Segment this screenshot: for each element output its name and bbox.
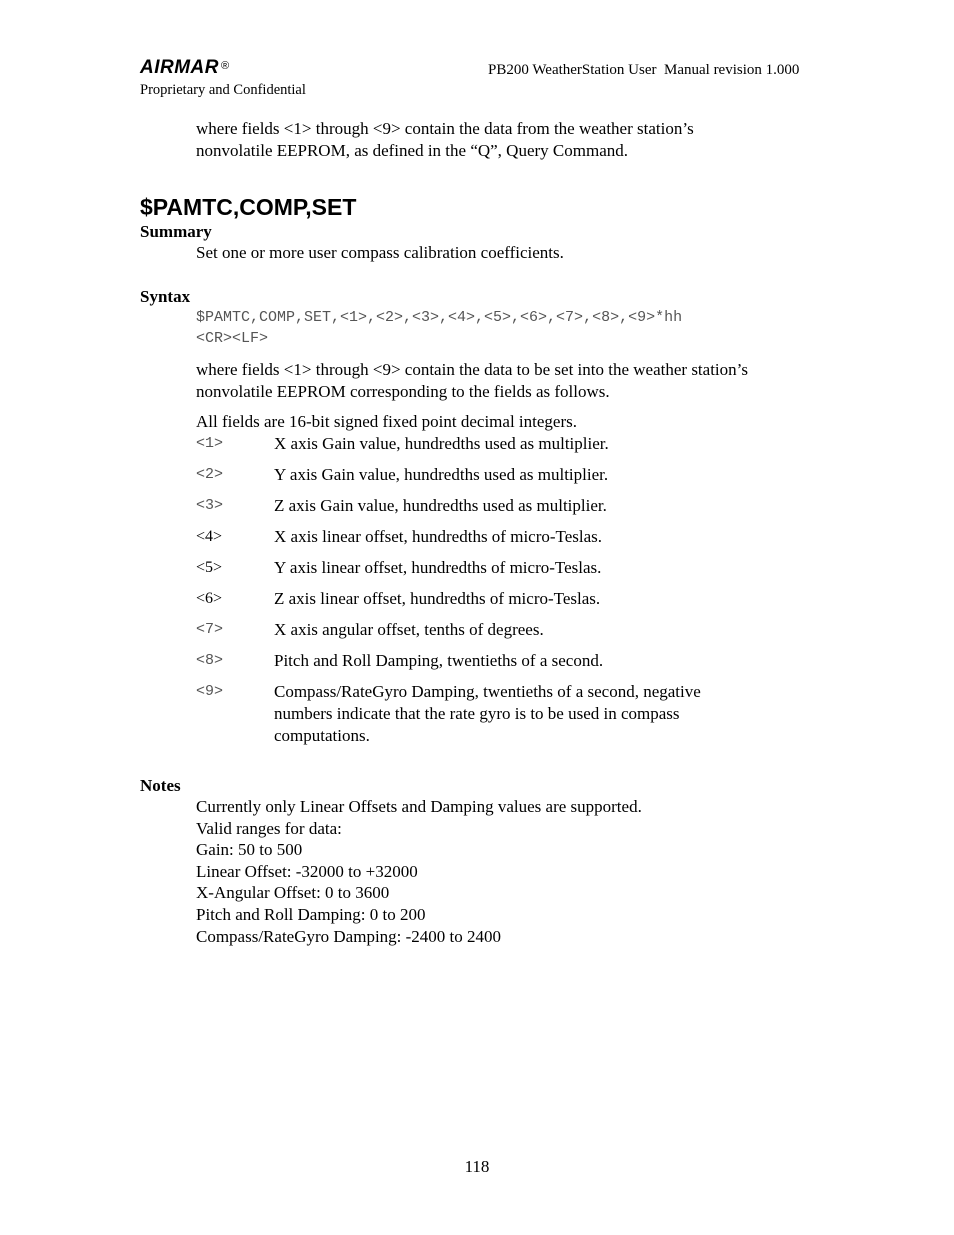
intro-line-1: where fields <1> through <9> contain the data from the weather station’s xyxy=(196,119,694,138)
field-key: <7> xyxy=(196,621,224,638)
page-number: 118 xyxy=(464,1157,490,1176)
notes-line: X-Angular Offset: 0 to 3600 xyxy=(196,883,390,903)
field-row xyxy=(196,650,816,672)
intro-paragraph xyxy=(196,118,694,162)
syntax-heading: Syntax xyxy=(140,287,191,306)
syntax-line-2: <CR><LF> xyxy=(196,330,269,347)
notes-line: Linear Offset: -32000 to +32000 xyxy=(196,861,418,881)
notes-line: Valid ranges for data: xyxy=(196,818,342,838)
all-fields-text: All fields are 16-bit signed fixed point decimal integers. xyxy=(196,412,577,431)
manual-title: PB200 WeatherStation User Manual revision 1.000 xyxy=(488,62,800,78)
section-title: $PAMTC,COMP,SET xyxy=(140,194,357,220)
field-key: <6> xyxy=(196,590,223,607)
field-key: <2> xyxy=(196,466,224,483)
field-desc: Compass/RateGyro Damping, twentieths of a second, negative numbers indicate that the rate gyro is to be used in compass computations. xyxy=(274,682,701,745)
confidential-label: Proprietary and Confidential xyxy=(140,82,306,98)
field-desc: Pitch and Roll Damping, twentieths of a second. xyxy=(274,651,604,670)
field-key: <4> xyxy=(196,528,223,545)
field-desc: Y axis Gain value, hundredths used as multiplier. xyxy=(274,465,609,484)
registered-mark: ® xyxy=(221,60,230,72)
where-line-1: where fields <1> through <9> contain the data to be set into the weather station’s xyxy=(196,360,748,379)
field-row xyxy=(196,433,816,455)
notes-line: Pitch and Roll Damping: 0 to 200 xyxy=(196,904,426,924)
field-desc: Y axis linear offset, hundredths of micro-Teslas. xyxy=(274,558,602,577)
where-paragraph xyxy=(196,359,748,403)
notes-line: Gain: 50 to 500 xyxy=(196,840,303,860)
field-row xyxy=(196,495,816,517)
airmar-logo xyxy=(140,57,230,79)
field-key: <3> xyxy=(196,497,224,514)
field-row xyxy=(196,619,816,641)
summary-text: Set one or more user compass calibration coefficients. xyxy=(196,243,564,262)
field-key: <9> xyxy=(196,683,224,700)
field-row xyxy=(196,464,816,486)
notes-heading: Notes xyxy=(140,776,181,795)
field-row xyxy=(196,557,816,579)
brand-name: AIRMAR xyxy=(140,57,219,78)
field-desc: Z axis linear offset, hundredths of micro-Teslas. xyxy=(274,589,601,608)
field-key: <1> xyxy=(196,435,224,452)
field-row xyxy=(196,681,816,747)
syntax-line-1: $PAMTC,COMP,SET,<1>,<2>,<3>,<4>,<5>,<6>,<7>,<8>,<9>*hh xyxy=(196,309,683,326)
where-line-2: nonvolatile EEPROM corresponding to the fields as follows. xyxy=(196,382,610,401)
field-desc: X axis Gain value, hundredths used as multiplier. xyxy=(274,434,609,453)
field-desc: X axis angular offset, tenths of degrees. xyxy=(274,620,544,639)
syntax-block xyxy=(196,307,682,349)
field-row xyxy=(196,526,816,548)
summary-heading: Summary xyxy=(140,222,212,241)
field-key: <8> xyxy=(196,652,224,669)
notes-list xyxy=(196,796,796,947)
field-key: <5> xyxy=(196,559,223,576)
field-desc: X axis linear offset, hundredths of micro-Teslas. xyxy=(274,527,603,546)
field-row xyxy=(196,588,816,610)
intro-line-2: nonvolatile EEPROM, as defined in the “Q”, Query Command. xyxy=(196,141,628,160)
field-desc: Z axis Gain value, hundredths used as multiplier. xyxy=(274,496,607,515)
field-list xyxy=(196,433,816,756)
notes-line: Currently only Linear Offsets and Damping values are supported. xyxy=(196,797,642,816)
notes-line: Compass/RateGyro Damping: -2400 to 2400 xyxy=(196,926,502,946)
